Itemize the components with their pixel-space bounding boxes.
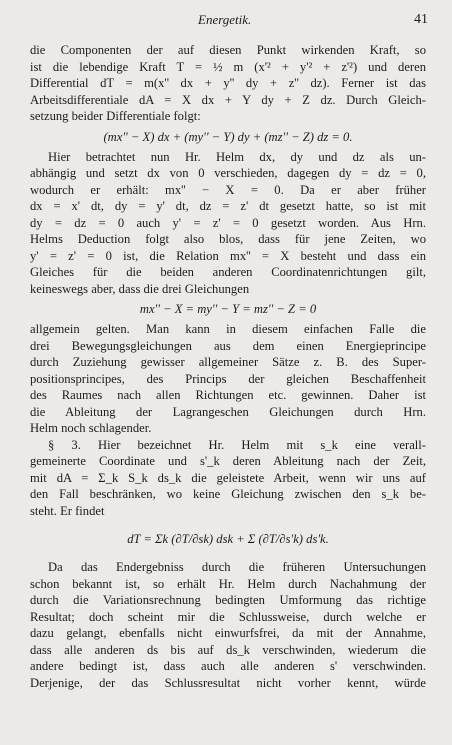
text-line: gemeinerte Coordinate und s'_k deren Ableitung nach der Zeit, [30,454,426,468]
text-line: steht. Er findet [30,503,105,518]
page-number: 41 [414,12,428,27]
text-line: ist die lebendige Kraft T = ½ m (x'² + y'² + z'²) und deren [30,59,426,74]
body-text [30,42,426,691]
equation-1: (mx'' − X) dx + (my'' − Y) dy + (mz'' − Z) dz = 0. [103,129,353,144]
text-line: andere bedingt ist, dass auch alle anderen s' verschwinden. [30,659,426,673]
text-line: Arbeitsdifferentiale dA = X dx + Y dy + Z dz. Durch Gleich- [30,92,426,107]
text-line: des Raumes nach allen Richtungen etc. gewinnen. Daher ist [30,388,426,402]
text-line: y' = z' = 0 ist, die Relation mx'' = X besteht und dass ein [30,248,426,263]
text-line: durch die Variationsrechnung bedingten Umformung das richtige [30,593,426,607]
text-line: Differential dT = m(x'' dx + y'' dy + z'' dz). Ferner ist das [30,76,426,90]
text-line: dass alle anderen ds bis auf ds_k verschwinden, wiederum die [30,642,426,657]
text-line: mit dA = Σ_k S_k ds_k die geleistete Arbeit, wenn wir uns auf [30,470,426,485]
text-line: positionsprincipes, des Princips der gleichen Beschaffenheit [30,371,426,386]
equation-2: mx'' − X = my'' − Y = mz'' − Z = 0 [139,302,317,316]
text-line: schon bekannt ist, so erhält Hr. Helm durch Nachahmung der [30,576,426,591]
text-line: Derjenige, der das Schlussresultat nicht vorher kennt, würde [30,675,426,690]
text-line: die Componenten der auf diesen Punkt wirkenden Kraft, so [30,43,426,57]
text-line: Helm noch schlagender. [30,421,152,435]
text-line: Resultat; doch scheint mir die Schlussweise, durch welche er [30,609,426,624]
text-line: den Fall beschränken, wo keine Gleichung zwischen den s_k be- [30,487,426,501]
text-line: durch Zuziehung gewisser allgemeiner Sätze z. B. des Super- [30,355,426,369]
text-line: abhängig und setzt dx von 0 verschieden, dagegen dy = dz = 0, [30,166,426,180]
text-line: dazu gelangt, ebenfalls nicht einwurfsfrei, da mit der Annahme, [30,626,426,640]
text-line: dx = x' dt, dy = y' dt, dz = z' dt gesetzt hatte, so ist mit [30,199,426,213]
text-line: die Ableitung der Lagrangeschen Gleichungen durch Hrn. [30,404,426,419]
page-header [0,12,452,34]
text-line: Da das Endergebniss durch die früheren Untersuchungen [48,560,426,574]
equation-3: dT = Σk (∂T/∂sk) dsk + Σ (∂T/∂s'k) ds'k. [127,532,329,546]
text-line: setzung beider Differentiale folgt: [30,109,201,123]
text-line: keineswegs aber, dass die drei Gleichungen [30,281,250,296]
running-title: Energetik. [198,12,252,27]
text-line: § 3. Hier bezeichnet Hr. Helm mit s_k eine verall- [48,437,426,452]
text-line: allgemein gelten. Man kann in diesem einfachen Falle die [30,322,426,336]
text-line: dy = dz = 0 auch y' = z' = 0 gesetzt worden. Aus Hrn. [30,215,426,230]
text-line: Helms Deduction folgt also blos, dass für jene Zeiten, wo [30,232,426,246]
text-line: drei Bewegungsgleichungen aus dem einen Energieprincipe [30,338,426,353]
text-line: wodurch er erhält: mx'' − X = 0. Da er aber früher [30,182,426,197]
text-line: Gleiches für die beiden anderen Coordinatenrichtungen gilt, [30,265,426,279]
text-line: Hier betrachtet nun Hr. Helm dx, dy und dz als un- [48,149,426,164]
